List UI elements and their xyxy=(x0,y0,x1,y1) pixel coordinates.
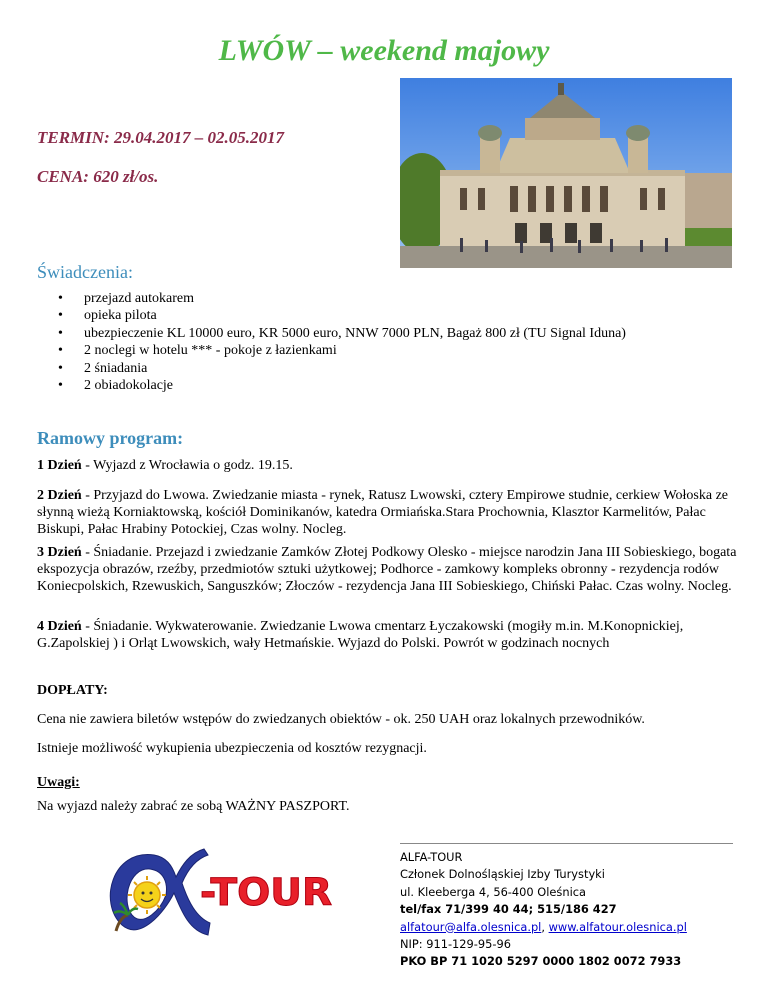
email-link[interactable]: alfatour@alfa.olesnica.pl xyxy=(400,919,542,934)
program-day-1 xyxy=(37,457,737,474)
benefits-heading: Świadczenia: xyxy=(37,262,133,282)
contact-block xyxy=(400,849,687,971)
surcharges-text-2: Istnieje możliwość wykupienia ubezpieczenia od kosztów rezygnacji. xyxy=(37,741,427,756)
alfa-tour-logo xyxy=(92,843,342,943)
opera-house-photo xyxy=(400,78,732,268)
bank-account: PKO BP 71 1020 5297 0000 1802 0072 7933 xyxy=(400,954,682,969)
program-day-3 xyxy=(37,544,737,595)
day-text: - Śniadanie. Wykwaterowanie. Zwiedzanie Lwowa cmentarz Łyczakowski (mogiły m.in. M.Konopnickiej, G.Zapolskiej ) i Orląt Lwowskich, wały Hetmańskie. Wyjazd do Polski. Powrót w godzinach nocnych xyxy=(37,619,684,651)
day-label: 1 Dzień xyxy=(37,458,82,473)
trip-price: CENA: 620 zł/os. xyxy=(37,167,159,186)
day-label: 4 Dzień xyxy=(37,619,82,634)
program-heading: Ramowy program: xyxy=(37,428,184,448)
page-title: LWÓW – weekend majowy xyxy=(218,34,550,67)
logo-text: -TOUR xyxy=(200,871,332,914)
trip-dates: TERMIN: 29.04.2017 – 02.05.2017 xyxy=(37,128,284,147)
list-item: • 2 noclegi w hotelu *** - pokoje z łazienkami xyxy=(58,342,626,359)
program-day-2 xyxy=(37,487,737,538)
links-separator: , xyxy=(541,919,549,934)
day-text: - Przyjazd do Lwowa. Zwiedzanie miasta - rynek, Ratusz Lwowski, cztery Empirowe studnie, cerkiew Wołoska ze słynną wieżą Korniaktowską, kościół Dominikanów, katedra Ormiańska.Stara Prochownia, Klasztor Karmelitów, Pałac Biskupi, Pałac Hrabiny Potockiej, Czas wolny. Nocleg. xyxy=(37,488,729,537)
notes-heading: Uwagi: xyxy=(37,775,80,790)
membership: Członek Dolnośląskiej Izby Turystyki xyxy=(400,867,605,882)
links-line xyxy=(400,919,687,936)
list-item: • przejazd autokarem xyxy=(58,290,626,307)
day-text: - Wyjazd z Wrocławia o godz. 19.15. xyxy=(81,458,293,473)
nip: NIP: 911-129-95-96 xyxy=(400,937,512,952)
surcharges-text-1: Cena nie zawiera biletów wstępów do zwiedzanych obiektów - ok. 250 UAH oraz lokalnych przewodników. xyxy=(37,712,645,727)
divider xyxy=(400,843,733,844)
surcharges-heading: DOPŁATY: xyxy=(37,683,108,698)
list-item: • 2 śniadania xyxy=(58,360,626,377)
day-label: 2 Dzień xyxy=(37,488,82,503)
list-item: • opieka pilota xyxy=(58,307,626,324)
phone: tel/fax 71/399 40 44; 515/186 427 xyxy=(400,902,617,917)
address: ul. Kleeberga 4, 56-400 Oleśnica xyxy=(400,884,586,899)
notes-text: Na wyjazd należy zabrać ze sobą WAŻNY PASZPORT. xyxy=(37,799,350,814)
day-text: - Śniadanie. Przejazd i zwiedzanie Zamków Złotej Podkowy Olesko - miejsce narodzin Jana III Sobieskiego, bogata ekspozycja obrazów, rzeźby, przedmiotów sztuki użytkowej; Podhorce - zamkowy kompleks obronny - rezydencja rodów Koniecpolskich, Rzewuskich, Sanguszków; Złoczów - rezydencja Jana III Sobieskiego, Chiński Pałac. Czas wolny. Nocleg. xyxy=(37,545,737,594)
program-day-4 xyxy=(37,618,737,652)
list-item: • ubezpieczenie KL 10000 euro, KR 5000 euro, NNW 7000 PLN, Bagaż 800 zł (TU Signal Iduna) xyxy=(58,325,626,342)
day-label: 3 Dzień xyxy=(37,545,82,560)
website-link[interactable]: www.alfatour.olesnica.pl xyxy=(548,919,687,934)
list-item: • 2 obiadokolacje xyxy=(58,377,626,394)
benefits-list xyxy=(58,290,626,394)
company-name: ALFA-TOUR xyxy=(400,850,463,864)
